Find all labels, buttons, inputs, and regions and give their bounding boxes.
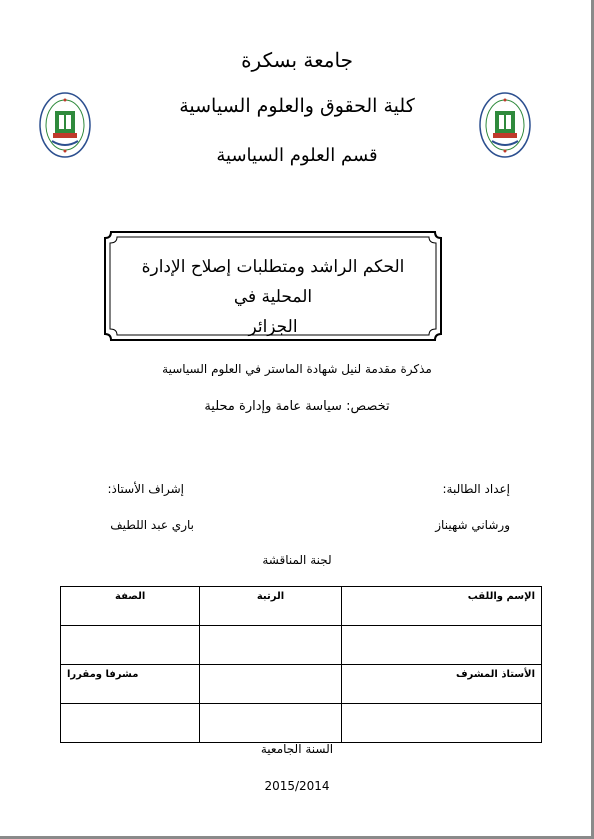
table-cell [61,626,200,665]
header-role: الصفة [61,587,200,626]
academic-year: 2015/2014 [264,779,330,793]
table-cell: الأستاذ المشرف [341,665,541,704]
prepared-by-label: إعداد الطالبة: [442,482,510,496]
table-row [61,704,542,743]
academic-year-label: السنة الجامعية [260,742,334,756]
university-logo-left [38,91,92,159]
thesis-title [118,252,428,342]
committee-title: لجنة المناقشة [262,553,332,567]
department-name: قسم العلوم السياسية [216,145,378,166]
table-cell [341,704,541,743]
table-cell [200,665,341,704]
memo-description: مذكرة مقدمة لنيل شهادة الماستر في العلوم السياسية [162,362,432,376]
committee-table [60,586,542,743]
header-name: الإسم واللقب [341,587,541,626]
specialization: تخصص: سياسة عامة وإدارة محلية [204,399,390,414]
university-name: جامعة بسكرة [241,48,353,72]
table-cell [200,626,341,665]
table-row [61,626,542,665]
table-row [61,665,542,704]
supervision-label: إشراف الأستاذ: [107,482,184,496]
table-cell: مشرفا ومقررا [61,665,200,704]
table-header-row [61,587,542,626]
thesis-title-line-2: الجزائر [248,317,298,337]
professor-name: باري عبد اللطيف [110,518,194,532]
university-logo-right [478,91,532,159]
header-rank: الرتبة [200,587,341,626]
table-cell [200,704,341,743]
table-cell [341,626,541,665]
faculty-name: كلية الحقوق والعلوم السياسية [179,95,415,117]
thesis-title-line-1: الحكم الراشد ومتطلبات إصلاح الإدارة المحلية في [141,257,405,307]
student-name: ورشاني شهيناز [435,518,510,532]
table-cell [61,704,200,743]
